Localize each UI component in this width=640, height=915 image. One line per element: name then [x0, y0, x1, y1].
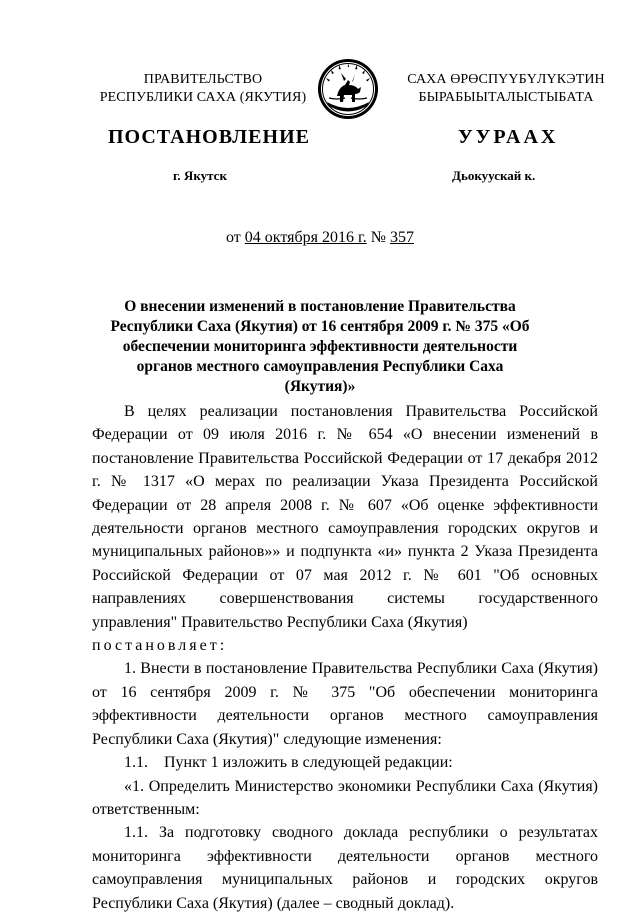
- resolves-word: постановляет:: [92, 637, 228, 655]
- body-paragraph-2: 1. Внести в постановление Правительства Республики Саха (Якутия) от 16 сентября 2009 г. № 375 "Об обеспечении мониторинга эффективности деятельности органов местного самоуправления Республики Саха (Якутия)" следующие изменения:: [92, 660, 598, 748]
- body-paragraph-4: «1. Определить Министерство экономики Республики Саха (Якутия) ответственным:: [92, 777, 598, 818]
- document-number: 357: [390, 229, 414, 246]
- city-name-sakha: Дьокуускай к.: [452, 168, 536, 183]
- document-subject: О внесении изменений в постановление Правительства Республики Саха (Якутия) от 16 сентября 2009 г. № 375 «Об обеспечении мониторинга эффективности деятельности органов местного самоуправления Республики Саха (Якутия)»: [110, 298, 530, 395]
- government-line-1: ПРАВИТЕЛЬСТВО: [143, 72, 263, 87]
- body-paragraph-3: 1.1. Пункт 1 изложить в следующей редакции:: [124, 754, 453, 772]
- government-name-russian: [88, 71, 318, 107]
- government-sakha-line-1: САХА ӨРӨСПҮҮБҮЛҮКЭТИН: [407, 72, 605, 87]
- body-paragraph-5: 1.1. За подготовку сводного доклада республики о результатах мониторинга эффективности деятельности органов местного самоуправления муниципальных районов и городских округов Республики Саха (Якутия) (далее – сводный доклад).: [92, 824, 598, 912]
- government-sakha-line-2: БЫРАБЫЫТАЛЫСТЫБАТА: [418, 90, 594, 105]
- city-name: г. Якутск: [173, 168, 227, 183]
- preamble-text: В целях реализации постановления Правительства Российской Федерации от 09 июля 2016 г. № 654 «О внесении изменений в постановление Правительства Российской Федерации от 17 декабря 2012 г. № 1317 «О мерах по реализации Указа Президента Российской Федерации от 28 апреля 2008 г. № 607 «Об оценке эффективности деятельности органов местного самоуправления городских округов и муниципальных районов»» и подпункта «и» пункта 2 Указа Президента Российской Федерации от 07 мая 2012 г. № 601 "Об основных направлениях совершенствования системы государственного управления" Правительство Республики Саха (Якутия): [92, 403, 598, 631]
- number-sign: №: [366, 229, 390, 246]
- coat-of-arms-emblem: [317, 58, 379, 120]
- document-type-title: ПОСТАНОВЛЕНИЕ: [108, 126, 310, 148]
- government-line-2: РЕСПУБЛИКИ САХА (ЯКУТИЯ): [99, 90, 307, 105]
- document-body: [92, 400, 598, 915]
- document-date: 04 октября 2016 г.: [244, 229, 367, 246]
- document-type-title-sakha: УУРААХ: [458, 126, 559, 148]
- document-date-line: [0, 229, 640, 247]
- government-name-sakha: [396, 71, 616, 107]
- body-paragraph-1: [92, 400, 598, 657]
- date-prefix: от: [225, 229, 245, 246]
